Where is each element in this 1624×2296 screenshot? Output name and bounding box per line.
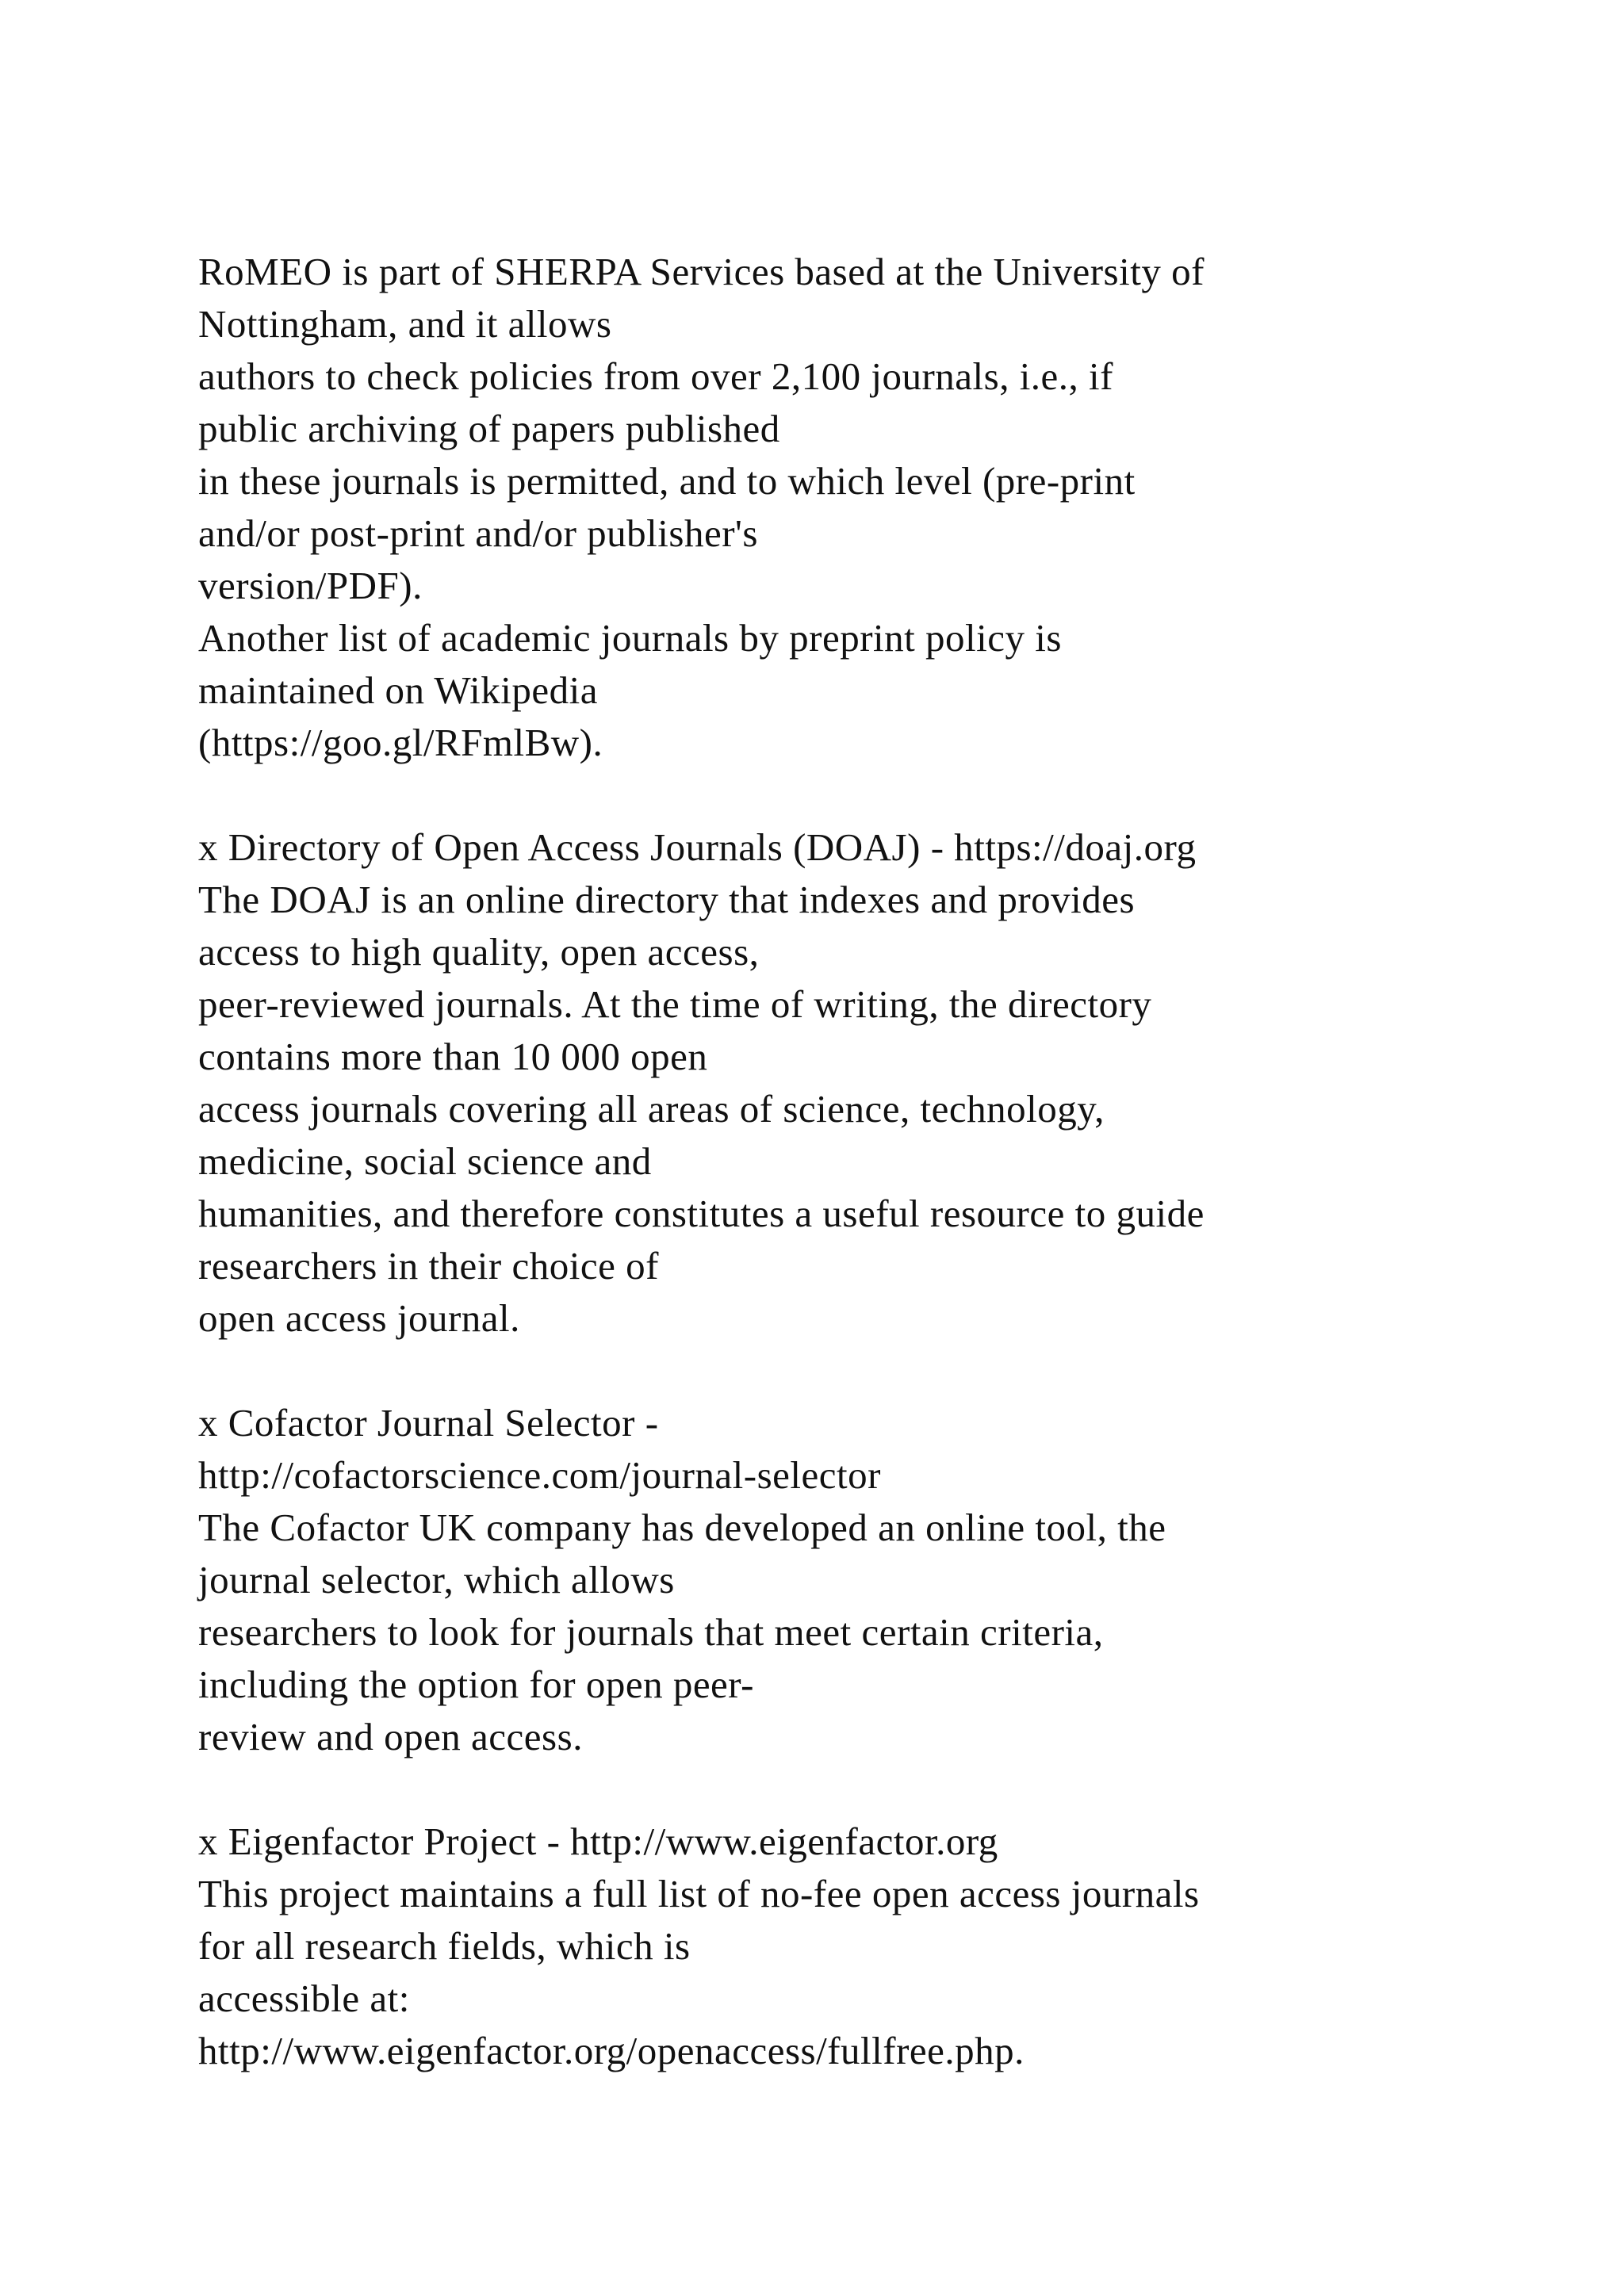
text-line: for all research fields, which is bbox=[198, 1924, 691, 1968]
text-line: contains more than 10 000 open bbox=[198, 1035, 708, 1078]
paragraph-eigenfactor bbox=[198, 1816, 1546, 2077]
text-line: including the option for open peer- bbox=[198, 1663, 754, 1706]
text-line: x Eigenfactor Project - http://www.eigenfactor.org bbox=[198, 1820, 998, 1863]
text-line: maintained on Wikipedia bbox=[198, 668, 598, 712]
document-body bbox=[198, 246, 1546, 2077]
text-line: RoMEO is part of SHERPA Services based at the University of bbox=[198, 250, 1205, 293]
text-line: researchers in their choice of bbox=[198, 1244, 659, 1288]
paragraph-gap bbox=[198, 769, 1546, 821]
paragraph-cofactor bbox=[198, 1397, 1546, 1763]
text-line: This project maintains a full list of no-fee open access journals bbox=[198, 1872, 1200, 1915]
text-line: accessible at: bbox=[198, 1976, 410, 2020]
text-line: researchers to look for journals that meet certain criteria, bbox=[198, 1610, 1104, 1654]
text-line: Another list of academic journals by preprint policy is bbox=[198, 616, 1062, 660]
text-line: x Cofactor Journal Selector - bbox=[198, 1401, 659, 1445]
text-line: open access journal. bbox=[198, 1296, 520, 1340]
paragraph-gap bbox=[198, 1763, 1546, 1816]
paragraph-romeo bbox=[198, 246, 1546, 769]
text-line: version/PDF). bbox=[198, 564, 423, 607]
text-line: peer-reviewed journals. At the time of writing, the directory bbox=[198, 982, 1152, 1026]
text-line: authors to check policies from over 2,100 journals, i.e., if bbox=[198, 354, 1113, 398]
text-line: and/or post-print and/or publisher's bbox=[198, 511, 758, 555]
paragraph-gap bbox=[198, 1345, 1546, 1397]
paragraph-doaj bbox=[198, 821, 1546, 1345]
text-line: The DOAJ is an online directory that indexes and provides bbox=[198, 878, 1136, 921]
text-line: (https://goo.gl/RFmlBw). bbox=[198, 721, 603, 764]
text-line: review and open access. bbox=[198, 1715, 583, 1758]
text-line: medicine, social science and bbox=[198, 1139, 652, 1183]
text-line: Nottingham, and it allows bbox=[198, 302, 612, 346]
text-line: x Directory of Open Access Journals (DOAJ) - https://doaj.org bbox=[198, 825, 1197, 869]
text-line: humanities, and therefore constitutes a useful resource to guide bbox=[198, 1192, 1205, 1235]
text-line: journal selector, which allows bbox=[198, 1558, 675, 1601]
text-line: in these journals is permitted, and to which level (pre-print bbox=[198, 459, 1136, 503]
text-line: access journals covering all areas of science, technology, bbox=[198, 1087, 1105, 1131]
text-line: http://www.eigenfactor.org/openaccess/fullfree.php. bbox=[198, 2029, 1025, 2072]
text-line: access to high quality, open access, bbox=[198, 930, 760, 974]
text-line: http://cofactorscience.com/journal-selector bbox=[198, 1453, 881, 1497]
text-line: public archiving of papers published bbox=[198, 407, 780, 450]
text-line: The Cofactor UK company has developed an online tool, the bbox=[198, 1506, 1166, 1549]
